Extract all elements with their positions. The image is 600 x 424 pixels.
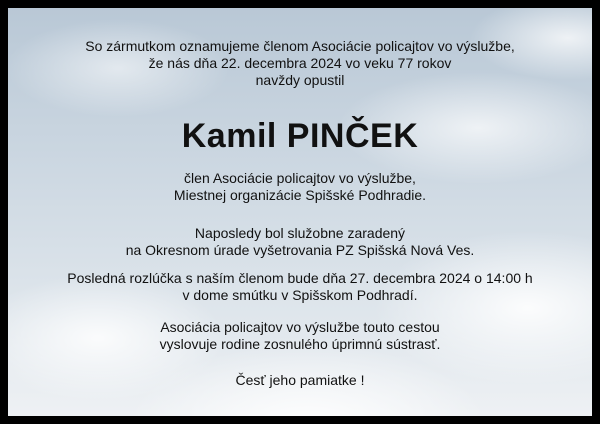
last-assignment-line-1: Naposledy bol služobne zaradený (194, 225, 406, 241)
funeral-line-1: Posledná rozlúčka s naším členom bude dňa 27. decembra 2024 o 14:00 h (67, 270, 533, 286)
deceased-name: Kamil PINČEK (181, 117, 419, 155)
closing-line: Česť jeho pamiatke ! (235, 372, 365, 388)
membership-line-1: člen Asociácie policajtov vo výslužbe, (184, 170, 416, 186)
intro-line-3: navždy opustil (255, 72, 345, 88)
intro-line-2: že nás dňa 22. decembra 2024 vo veku 77 rokov (148, 55, 452, 71)
condolence-block (8, 319, 592, 353)
condolence-line-1: Asociácia policajtov vo výslužbe touto cestou (160, 319, 440, 335)
sky-background (8, 8, 592, 416)
condolence-line-2: vyslovuje rodine zosnulého úprimnú sústrasť. (159, 336, 441, 352)
funeral-line-2: v dome smútku v Spišskom Podhradí. (182, 287, 418, 303)
membership-line-2: Miestnej organizácie Spišské Podhradie. (173, 187, 427, 203)
intro-line-1: So zármutkom oznamujeme členom Asociácie policajtov vo výslužbe, (85, 38, 515, 54)
last-assignment-line-2: na Okresnom úrade vyšetrovania PZ Spišská Nová Ves. (125, 242, 475, 258)
membership-block (8, 170, 592, 204)
intro-block (8, 38, 592, 89)
last-assignment-block (8, 225, 592, 259)
funeral-block (8, 270, 592, 304)
